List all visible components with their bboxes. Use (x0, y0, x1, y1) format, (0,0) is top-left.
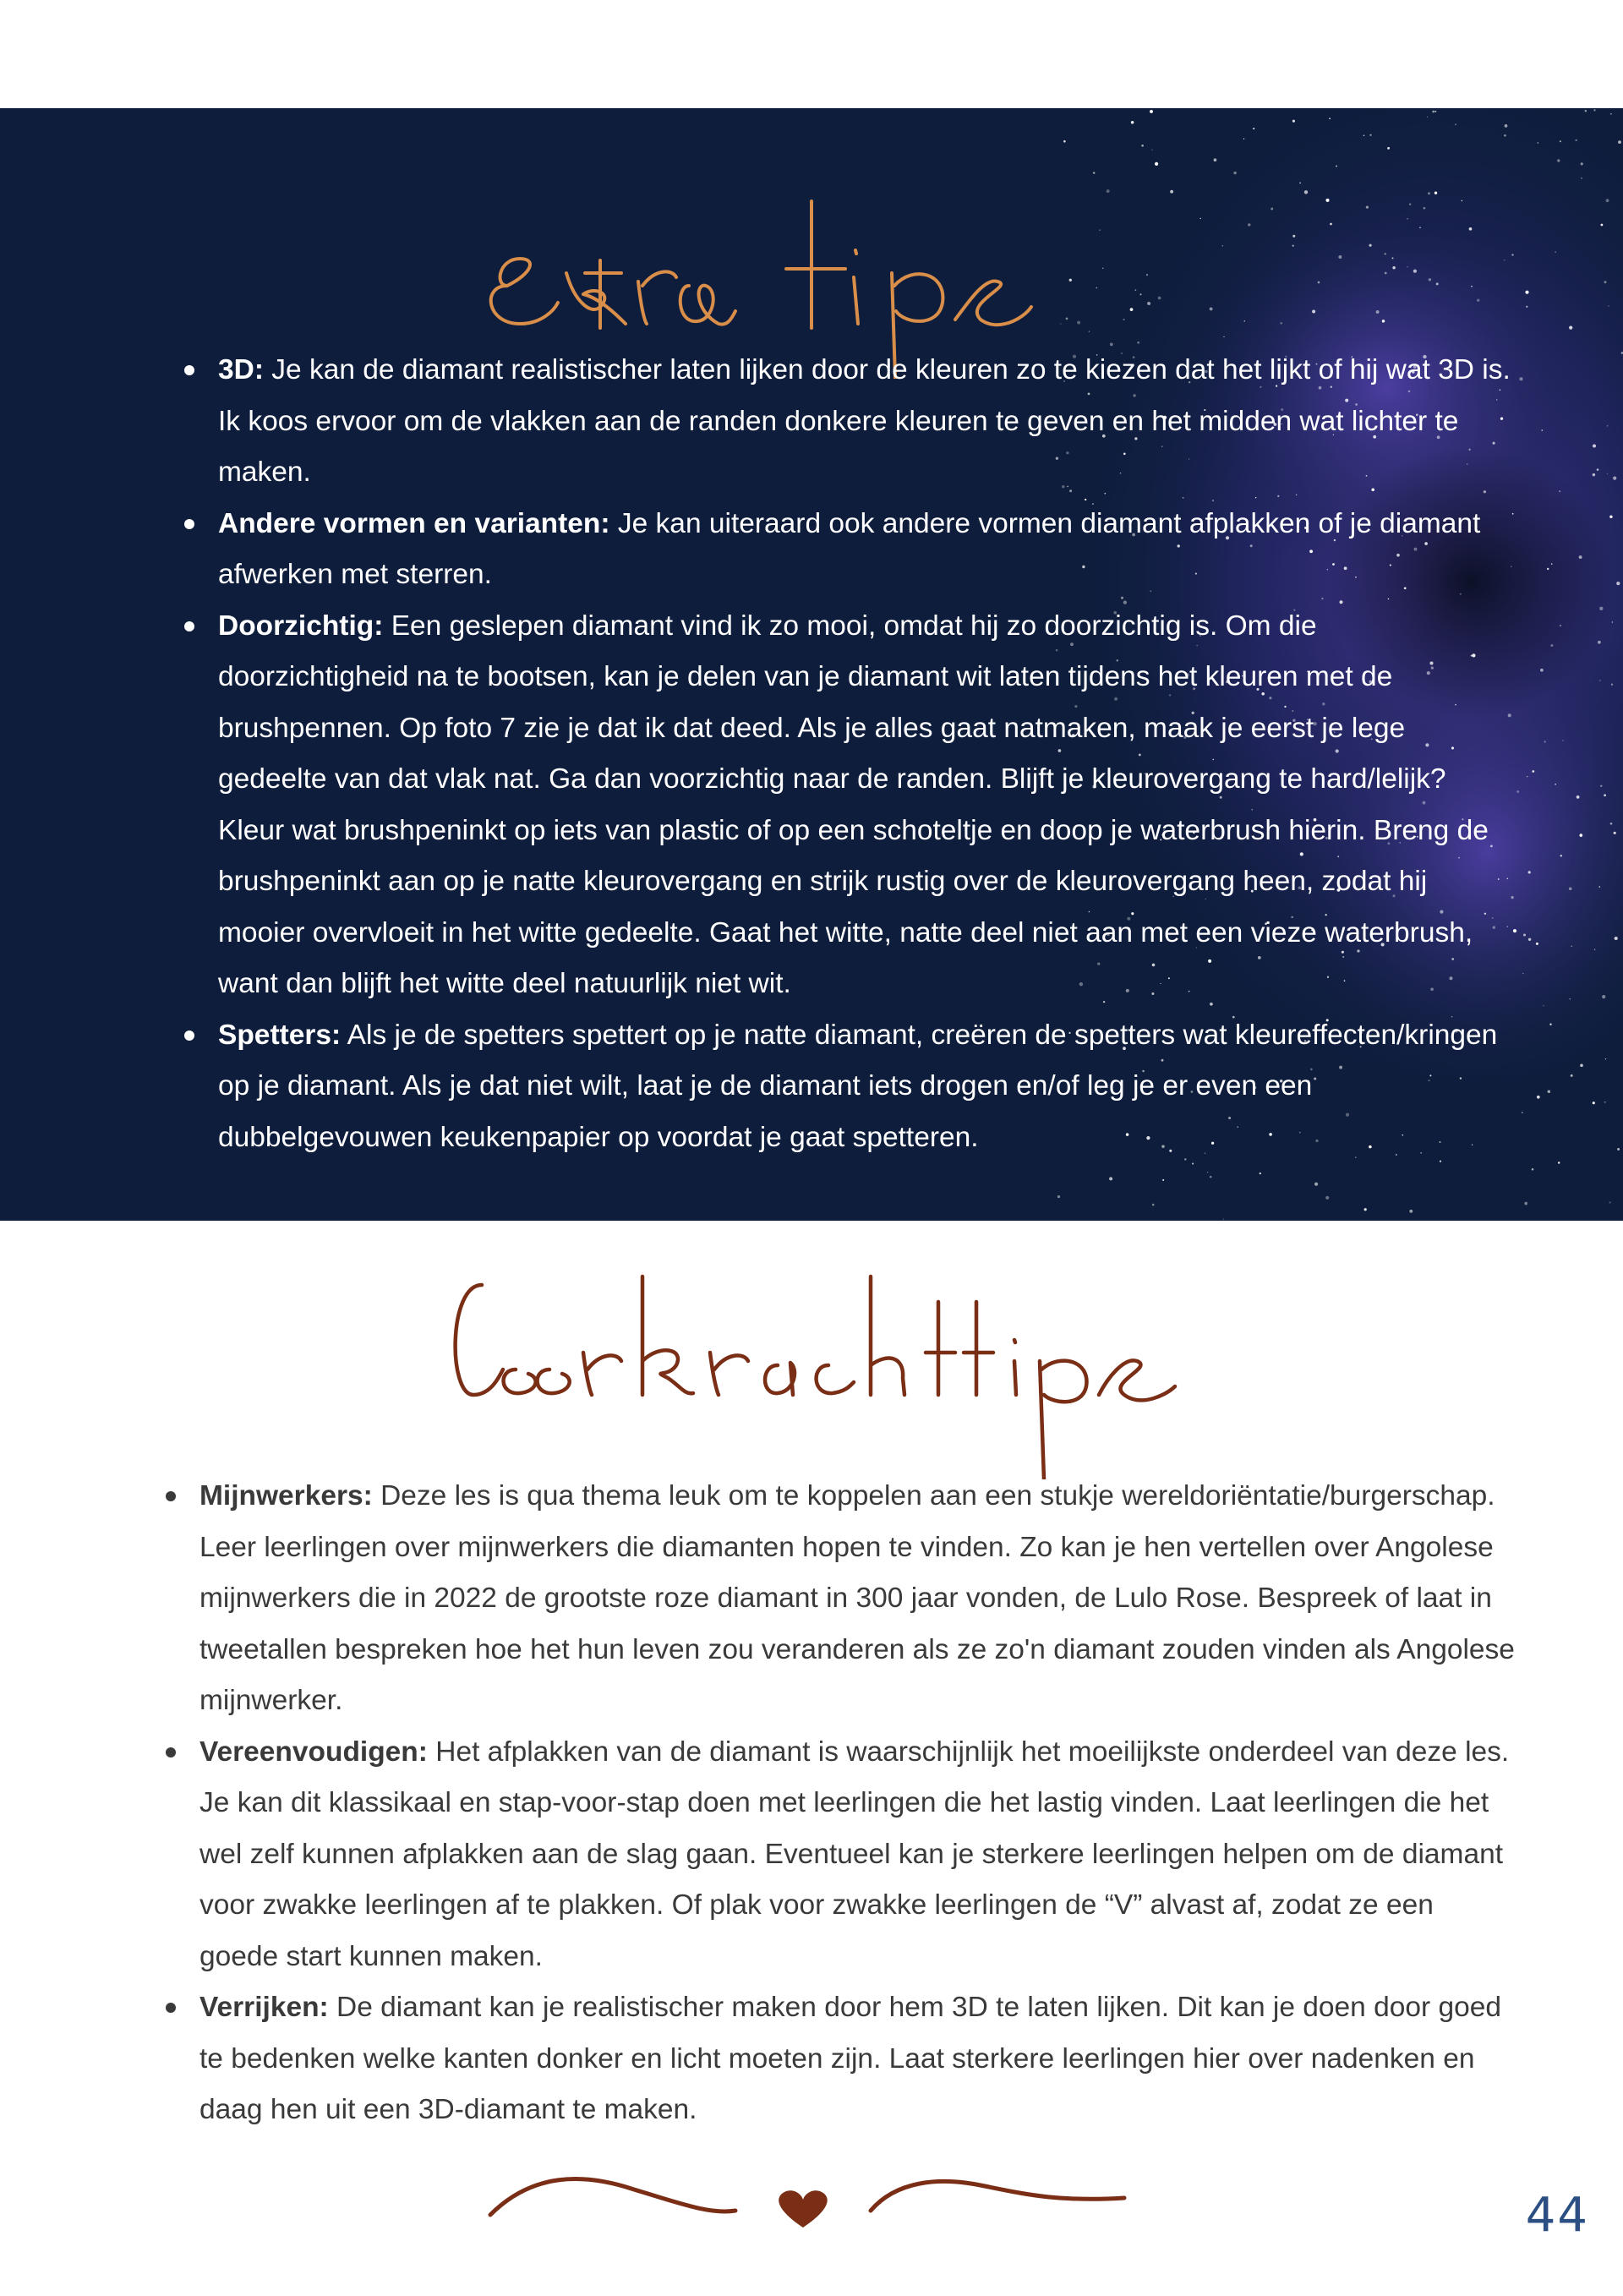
star (1336, 165, 1337, 167)
star (1544, 741, 1546, 742)
star (1330, 223, 1332, 226)
star (1292, 235, 1295, 238)
star (1607, 473, 1608, 474)
item-term: Mijnwerkers: (199, 1480, 373, 1512)
star (1152, 1204, 1155, 1206)
star (1364, 1208, 1367, 1211)
star (1147, 302, 1150, 305)
item-term: Verrijken: (199, 1992, 329, 2023)
star (1593, 1102, 1595, 1104)
star (1618, 140, 1621, 144)
star (1432, 111, 1434, 113)
star (1369, 244, 1372, 247)
star (1558, 1162, 1560, 1163)
star (1150, 110, 1153, 113)
star (1540, 669, 1544, 672)
star (1594, 948, 1596, 950)
star (1304, 190, 1308, 194)
star (1271, 208, 1273, 210)
item-text: Deze les is qua thema leuk om te koppelen aan een stukje wereldoriëntatie/burgerschap. Leer leerlingen over mijnwerkers die diamanten hopen te vinden. Zo kan je hen vertellen over Angolese mijnwerkers die in 2022 de grootste roze diamant in 300 jaar vonden, de Lulo Rose. Bespreek of laat in tweetallen bespreken hoe het hun leven zou veranderen als ze zo'n diamant zouden vinden als Angolese mijnwerker. (199, 1480, 1515, 1716)
star (1325, 199, 1329, 202)
extra-tips-section (0, 108, 1623, 1221)
star (1338, 255, 1342, 259)
teacher-tips-title-lettering (431, 1251, 1209, 1479)
star (1107, 189, 1110, 193)
item-text: Je kan uiteraard ook andere vormen diamant afplakken of je diamant afwerken met sterren. (218, 507, 1481, 590)
star (1597, 468, 1599, 471)
star (1318, 282, 1320, 284)
star (1292, 120, 1295, 123)
star (1543, 1005, 1544, 1006)
star (1593, 473, 1595, 476)
star (1409, 203, 1412, 205)
star (1253, 128, 1254, 129)
star (1369, 134, 1371, 136)
star (1419, 227, 1421, 228)
star (1548, 1091, 1551, 1094)
star (1137, 342, 1139, 344)
star (1089, 331, 1090, 332)
star (1436, 282, 1439, 285)
star (1504, 260, 1506, 261)
star (1409, 1210, 1413, 1213)
star (1575, 139, 1577, 141)
star (1528, 871, 1531, 873)
star (1504, 134, 1506, 137)
star (1580, 1064, 1583, 1068)
star (1512, 513, 1514, 515)
extra-tips-list (184, 345, 1511, 1163)
star (1602, 995, 1605, 998)
item-text: De diamant kan je realistischer maken door hem 3D te laten lijken. Dit kan je doen door goed te bedenken welke kanten donker en licht moeten zijn. Laat sterkere leerlingen hier over nadenken en daag hen uit een 3D-diamant te maken. (199, 1992, 1501, 2125)
teacher-tips-list (166, 1471, 1518, 2136)
star (1469, 227, 1473, 231)
star (1616, 582, 1620, 585)
star (1471, 286, 1473, 287)
star (1057, 1195, 1060, 1198)
star (1151, 149, 1152, 150)
star (1329, 118, 1331, 119)
star (1109, 1177, 1112, 1180)
star (1519, 377, 1522, 380)
star (1429, 278, 1431, 281)
star (1210, 307, 1213, 310)
star (1557, 159, 1560, 161)
star (1244, 320, 1246, 322)
star (1292, 245, 1294, 247)
star (1560, 625, 1561, 626)
star (1614, 832, 1616, 834)
star (1063, 140, 1066, 143)
star (1605, 1058, 1606, 1059)
star (1523, 934, 1526, 937)
star (1222, 245, 1224, 247)
star (1579, 834, 1582, 837)
star (1099, 229, 1101, 231)
star (1541, 429, 1543, 431)
star (1560, 140, 1561, 142)
star (1536, 943, 1538, 945)
item-term: Andere vormen en varianten: (218, 507, 610, 539)
list-item (184, 499, 1511, 601)
star (1551, 563, 1553, 565)
list-item (166, 1471, 1518, 1727)
star (1598, 641, 1601, 644)
star (1123, 319, 1124, 320)
star (1376, 310, 1380, 314)
star (1392, 266, 1395, 269)
star (1135, 289, 1137, 291)
star (1260, 1173, 1261, 1174)
star (1387, 147, 1390, 150)
star (1513, 929, 1516, 932)
star (1562, 740, 1563, 741)
star (1577, 795, 1580, 799)
star (1093, 172, 1095, 173)
star (1528, 938, 1531, 941)
star (1612, 621, 1613, 622)
star (1424, 207, 1426, 210)
star (1532, 1168, 1534, 1171)
star (1522, 973, 1523, 974)
star (1585, 110, 1587, 112)
star (1223, 1218, 1224, 1219)
star (1434, 111, 1436, 112)
star (1427, 117, 1428, 118)
star (1550, 644, 1553, 647)
star (1569, 326, 1572, 330)
star (1610, 113, 1612, 115)
star (1593, 109, 1595, 111)
star (1385, 253, 1386, 254)
star (1604, 281, 1606, 283)
list-item (184, 1010, 1511, 1164)
star (1604, 794, 1606, 796)
item-term: 3D: (218, 354, 264, 385)
star (1609, 516, 1613, 519)
star (1139, 293, 1141, 295)
star (1477, 299, 1479, 302)
star (1325, 1196, 1329, 1200)
star (1366, 205, 1369, 208)
star (1604, 1102, 1606, 1103)
star (1200, 218, 1201, 219)
list-item (166, 1727, 1518, 1983)
list-item (184, 601, 1511, 1010)
star (1155, 162, 1158, 166)
star (1599, 680, 1600, 681)
star (1248, 223, 1250, 226)
star (1382, 320, 1385, 322)
star (1599, 607, 1603, 610)
star (1579, 555, 1582, 559)
star (1555, 784, 1556, 785)
star (1428, 192, 1430, 194)
star (1141, 145, 1144, 147)
star (1526, 306, 1527, 308)
star (1581, 162, 1583, 165)
star (1312, 310, 1315, 314)
item-term: Vereenvoudigen: (199, 1736, 428, 1768)
star (1233, 172, 1236, 174)
star (1223, 336, 1224, 337)
star (1598, 886, 1600, 888)
star (1571, 1074, 1573, 1077)
star (1525, 291, 1528, 294)
star (1391, 257, 1393, 259)
star (1569, 887, 1572, 890)
star (1516, 790, 1519, 793)
star (1600, 785, 1602, 787)
star (1609, 1201, 1611, 1203)
star (1096, 287, 1098, 289)
star (1615, 937, 1618, 940)
page-number: 44 (1525, 2188, 1589, 2243)
star (1555, 251, 1556, 253)
star (1280, 322, 1282, 325)
star (1613, 477, 1616, 480)
star (1146, 274, 1148, 276)
star (1607, 425, 1609, 427)
star (1524, 1202, 1527, 1205)
star (1549, 1023, 1551, 1025)
item-text: Je kan de diamant realistischer laten lijken door de kleuren zo te kiezen dat het lijkt of hij wat 3D is. Ik koos ervoor om de vlakken aan de randen donkere kleuren te geven en het midden wat lichter te maken. (218, 354, 1511, 488)
star (1210, 1176, 1212, 1178)
star (1532, 770, 1534, 773)
star (1434, 192, 1437, 194)
item-text: Het afplakken van de diamant is waarschijnlijk het moeilijkste onderdeel van deze les. Je kan dit klassikaal en stap-voor-stap doen met leerlingen die het lastig vinden. Laat leerlingen die het wel zelf kunnen afplakken aan de slag gaan. Eventueel kan je sterkere leerlingen helpen om de diamant voor zwakke leerlingen af te plakken. Of plak voor zwakke leerlingen de “V” alvast af, zodat ze een goede start kunnen maken. (199, 1736, 1510, 1972)
item-term: Doorzichtig: (218, 610, 384, 642)
star (1131, 121, 1134, 124)
star (1522, 1112, 1523, 1113)
item-text: Een geslepen diamant vind ik zo mooi, omdat hij zo doorzichtig is. Om die doorzichtigheid na te bootsen, kan je delen van je diamant wit laten tijdens het kleuren met de brushpennen. Op foto 7 zie je dat ik dat deed. Als je alles gaat natmaken, maak je eerst je lege gedeelte van dat vlak nat. Ga dan voorzichtig naar de randen. Blijft je kleurovergang te hard/lelijk? Kleur wat brushpeninkt op iets van plastic of op een schoteltje en doop je waterbrush hierin. Breng de brushpeninkt aan op je natte kleurovergang en strijk rustig over de kleurovergang heen, zodat hij mooier overvloeit in het witte gedeelte. Gaat het witte, natte deel niet aan met een vieze waterbrush, want dan blijft het witte deel natuurlijk niet wit. (218, 610, 1489, 999)
star (1314, 1183, 1318, 1186)
star (1569, 998, 1570, 999)
star (1214, 158, 1217, 161)
star (1158, 297, 1161, 300)
star (1207, 1172, 1208, 1173)
star (1571, 945, 1572, 947)
star (1455, 123, 1456, 125)
star (1559, 490, 1560, 492)
star (1611, 684, 1613, 686)
list-item (166, 1982, 1518, 2136)
star (1130, 308, 1134, 311)
star (1601, 224, 1604, 227)
item-term: Spetters: (218, 1019, 342, 1051)
star (1385, 272, 1387, 275)
star (1102, 267, 1104, 269)
star (1505, 124, 1508, 128)
list-item (184, 345, 1511, 499)
star (1560, 855, 1562, 856)
star (1511, 254, 1513, 255)
heart-swash-ornament (482, 2164, 1141, 2232)
star (1593, 444, 1596, 447)
star (1610, 823, 1613, 825)
star (1617, 1148, 1620, 1151)
star (1162, 1179, 1164, 1181)
star (1608, 305, 1609, 307)
star (1170, 190, 1173, 194)
star (1606, 199, 1609, 202)
star (1537, 1096, 1540, 1099)
item-text: Als je de spetters spettert op je natte diamant, creëren de spetters wat kleureffecten/kringen op je diamant. Als je dat niet wilt, laat je de diamant iets drogen en/of leg je er even een dubbelgevouwen keukenpapier op voordat je gaat spetteren. (218, 1019, 1498, 1153)
heart-icon (779, 2190, 827, 2228)
star (1413, 270, 1417, 273)
star (1547, 568, 1549, 570)
star (1363, 134, 1365, 136)
star (1299, 183, 1301, 184)
